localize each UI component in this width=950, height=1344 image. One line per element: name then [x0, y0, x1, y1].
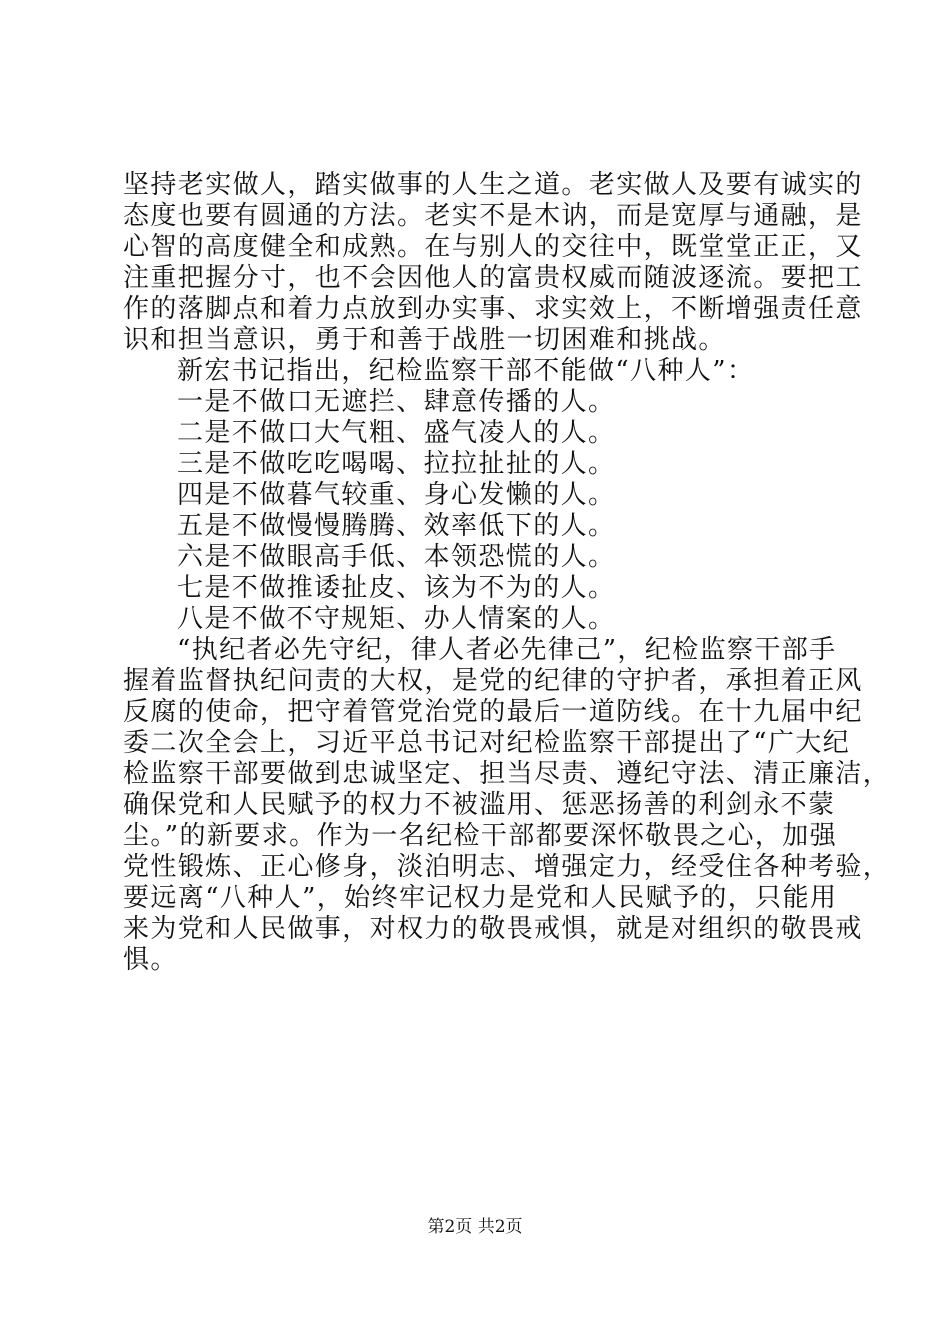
text-line: 握着监督执纪问责的大权，是党的纪律的守护者，承担着正风 [123, 666, 863, 696]
text-line: 要远离“八种人”，始终牢记权力是党和人民赋予的，只能用 [123, 883, 838, 913]
text-line: “执纪者必先守纪，律人者必先律己”，纪检监察干部手 [177, 635, 837, 665]
intro-line: 新宏书记指出，纪检监察干部不能做“八种人”： [177, 356, 755, 386]
text-line: 坚持老实做人，踏实做事的人生之道。老实做人及要有诚实的 [123, 170, 863, 200]
list-item: 二是不做口大气粗、盛气凌人的人。 [177, 418, 616, 448]
text-line: 党性锻炼、正心修身，淡泊明志、增强定力，经受住各种考验， [123, 852, 891, 882]
paragraph-laoshi-zuoren [123, 170, 863, 356]
list-item: 五是不做慢慢腾腾、效率低下的人。 [177, 511, 616, 541]
list-item: 八是不做不守规矩、办人情案的人。 [177, 604, 616, 634]
list-item: 三是不做吃吃喝喝、拉拉扯扯的人。 [177, 449, 616, 479]
text-line: 注重把握分寸，也不会因他人的富贵权威而随波逐流。要把工 [123, 263, 863, 293]
text-line: 态度也要有圆通的方法。老实不是木讷，而是宽厚与通融，是 [123, 201, 863, 231]
text-line: 检监察干部要做到忠诚坚定、担当尽责、遵纪守法、清正廉洁， [123, 759, 891, 789]
list-item: 四是不做暮气较重、身心发懒的人。 [177, 480, 616, 510]
text-line: 委二次全会上，习近平总书记对纪检监察干部提出了“广大纪 [123, 728, 851, 758]
text-line: 反腐的使命，把守着管党治党的最后一道防线。在十九届中纪 [123, 697, 863, 727]
text-line: 作的落脚点和着力点放到办实事、求实效上，不断增强责任意 [123, 294, 863, 324]
page-number-footer: 第2页 共2页 [427, 1217, 523, 1237]
text-line: 确保党和人民赋予的权力不被滥用、惩恶扬善的利剑永不蒙 [123, 790, 836, 820]
text-line: 惧。 [123, 945, 178, 975]
text-line: 来为党和人民做事，对权力的敬畏戒惧，就是对组织的敬畏戒 [123, 914, 863, 944]
text-line: 尘。”的新要求。作为一名纪检干部都要深怀敬畏之心，加强 [123, 821, 838, 851]
eight-kinds-list [123, 387, 843, 635]
list-item: 一是不做口无遮拦、肆意传播的人。 [177, 387, 616, 417]
paragraph-zhiji-shouji [123, 635, 891, 976]
text-line: 识和担当意识，勇于和善于战胜一切困难和挑战。 [123, 325, 726, 355]
list-item: 七是不做推诿扯皮、该为不为的人。 [177, 573, 616, 603]
text-line: 心智的高度健全和成熟。在与别人的交往中，既堂堂正正，又 [123, 232, 863, 262]
document-body [123, 170, 891, 976]
list-item: 六是不做眼高手低、本领恐慌的人。 [177, 542, 616, 572]
